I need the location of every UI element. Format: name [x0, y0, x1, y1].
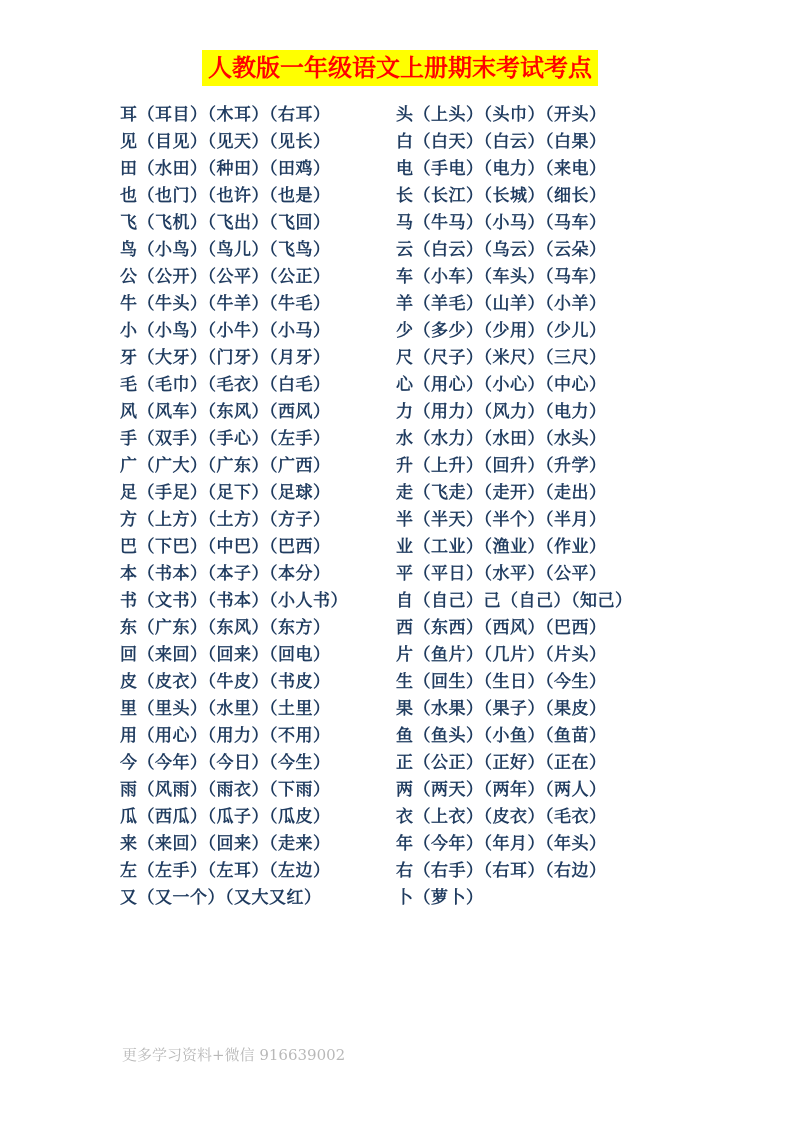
left-word-entry: 东（广东）（东风）（东方）	[120, 618, 331, 638]
right-word-entry: 车（小车）（车头）（马车）	[396, 267, 607, 287]
left-word-entry: 用（用心）（用力）（不用）	[120, 726, 331, 746]
right-word-entry: 走（飞走）（走开）（走出）	[396, 483, 607, 503]
right-word-entry: 尺（尺子）（米尺）（三尺）	[396, 348, 607, 368]
right-word-entry: 片（鱼片）（几片）（片头）	[396, 645, 607, 665]
right-word-entry: 右（右手）（右耳）（右边）	[396, 861, 607, 881]
right-word-entry: 马（牛马）（小马）（马车）	[396, 213, 607, 233]
right-word-entry: 鱼（鱼头）（小鱼）（鱼苗）	[396, 726, 607, 746]
right-word-entry: 两（两天）（两年）（两人）	[396, 780, 607, 800]
right-word-entry: 果（水果）（果子）（果皮）	[396, 699, 607, 719]
left-word-entry: 广（广大）（广东）（广西）	[120, 456, 331, 476]
right-word-entry: 长（长江）（长城）（细长）	[396, 186, 607, 206]
left-word-entry: 里（里头）（水里）（土里）	[120, 699, 331, 719]
left-word-entry: 雨（风雨）（雨衣）（下雨）	[120, 780, 331, 800]
right-word-entry: 心（用心）（小心）（中心）	[396, 375, 607, 395]
right-word-entry: 生（回生）（生日）（今生）	[396, 672, 607, 692]
right-word-entry: 自（自己）己（自己）（知己）	[396, 591, 633, 611]
page-title-text: 人教版一年级语文上册期末考试考点	[202, 50, 598, 86]
left-word-entry: 毛（毛巾）（毛衣）（白毛）	[120, 375, 331, 395]
right-word-entry: 半（半天）（半个）（半月）	[396, 510, 607, 530]
left-word-entry: 飞（飞机）（飞出）（飞回）	[120, 213, 331, 233]
right-word-entry: 年（今年）（年月）（年头）	[396, 834, 607, 854]
left-word-entry: 风（风车）（东风）（西风）	[120, 402, 331, 422]
left-word-entry: 小（小鸟）（小牛）（小马）	[120, 321, 331, 341]
footer-note: 更多学习资料+微信 916639002	[122, 1046, 346, 1064]
right-word-entry: 少（多少）（少用）（少儿）	[396, 321, 607, 341]
left-word-entry: 方（上方）（土方）（方子）	[120, 510, 331, 530]
left-word-entry: 书（文书）（书本）（小人书）	[120, 591, 348, 611]
left-word-entry: 牛（牛头）（牛羊）（牛毛）	[120, 294, 331, 314]
left-word-entry: 牙（大牙）（门牙）（月牙）	[120, 348, 331, 368]
right-word-entry: 升（上升）（回升）（升学）	[396, 456, 607, 476]
left-word-entry: 公（公开）（公平）（公正）	[120, 267, 331, 287]
left-word-entry: 耳（耳目）（木耳）（右耳）	[120, 105, 331, 125]
right-word-entry: 白（白天）（白云）（白果）	[396, 132, 607, 152]
right-word-entry: 羊（羊毛）（山羊）（小羊）	[396, 294, 607, 314]
page-title	[0, 50, 800, 90]
right-word-entry: 水（水力）（水田）（水头）	[396, 429, 607, 449]
right-word-column	[396, 102, 633, 912]
left-word-entry: 本（书本）（本子）（本分）	[120, 564, 331, 584]
left-word-entry: 瓜（西瓜）（瓜子）（瓜皮）	[120, 807, 331, 827]
left-word-entry: 今（今年）（今日）（今生）	[120, 753, 331, 773]
right-word-entry: 业（工业）（渔业）（作业）	[396, 537, 607, 557]
right-word-entry: 卜（萝卜）	[396, 888, 484, 908]
right-word-entry: 正（公正）（正好）（正在）	[396, 753, 607, 773]
right-word-entry: 西（东西）（西风）（巴西）	[396, 618, 607, 638]
left-word-entry: 见（目见）（见天）（见长）	[120, 132, 331, 152]
left-word-entry: 也（也门）（也许）（也是）	[120, 186, 331, 206]
right-word-entry: 衣（上衣）（皮衣）（毛衣）	[396, 807, 607, 827]
left-word-entry: 足（手足）（足下）（足球）	[120, 483, 331, 503]
left-word-entry: 手（双手）（手心）（左手）	[120, 429, 331, 449]
right-word-entry: 云（白云）（乌云）（云朵）	[396, 240, 607, 260]
left-word-entry: 左（左手）（左耳）（左边）	[120, 861, 331, 881]
left-word-column	[120, 102, 348, 912]
left-word-entry: 田（水田）（种田）（田鸡）	[120, 159, 331, 179]
left-word-entry: 皮（皮衣）（牛皮）（书皮）	[120, 672, 331, 692]
left-word-entry: 又（又一个）（又大又红）	[120, 888, 322, 908]
right-word-entry: 头（上头）（头巾）（开头）	[396, 105, 607, 125]
right-word-entry: 平（平日）（水平）（公平）	[396, 564, 607, 584]
left-word-entry: 回（来回）（回来）（回电）	[120, 645, 331, 665]
right-word-entry: 电（手电）（电力）（来电）	[396, 159, 607, 179]
left-word-entry: 来（来回）（回来）（走来）	[120, 834, 331, 854]
left-word-entry: 巴（下巴）（中巴）（巴西）	[120, 537, 331, 557]
left-word-entry: 鸟（小鸟）（鸟儿）（飞鸟）	[120, 240, 331, 260]
right-word-entry: 力（用力）（风力）（电力）	[396, 402, 607, 422]
